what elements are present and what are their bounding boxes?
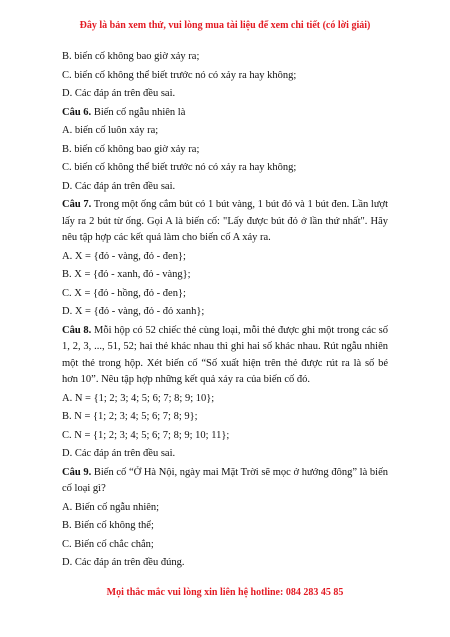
q6-option-c: C. biến cố không thể biết trước nó có xảy ra hay không; bbox=[62, 162, 297, 173]
q8-option-d: D. Các đáp án trên đều sai. bbox=[62, 448, 176, 459]
question-6-text: Biến cố ngẫu nhiên là bbox=[91, 106, 186, 118]
prev-option-c: C. biến cố không thể biết trước nó có xảy ra hay không; bbox=[62, 69, 297, 81]
q6-option-b: B. biến cố không bao giờ xảy ra; bbox=[62, 143, 200, 155]
q8-option-c: C. N = {1; 2; 3; 4; 5; 6; 7; 8; 9; 10; 11}; bbox=[62, 429, 230, 441]
q9-option-a: A. Biến cố ngẫu nhiên; bbox=[62, 501, 160, 513]
q8-option-a: A. N = {1; 2; 3; 4; 5; 6; 7; 8; 9; 10}; bbox=[62, 392, 215, 404]
question-8-line1 bbox=[62, 324, 388, 337]
prev-option-d: D. Các đáp án trên đều sai. bbox=[62, 88, 176, 99]
q6-option-d: D. Các đáp án trên đều sai. bbox=[62, 180, 176, 192]
question-7-line2: lấy ra 2 bút từ ống. Gọi A là biến cố: "Lấy được bút đỏ ở lần thứ nhất". Hãy bbox=[62, 215, 388, 227]
q7-option-b: B. X = {đỏ - xanh, đỏ - vàng}; bbox=[62, 269, 191, 280]
question-8-line3: một thẻ trong hộp. Xét biến cố “Số xuất hiện trên thẻ được rút ra là số bé bbox=[62, 357, 388, 369]
preview-header-banner: Đây là bản xem thử, vui lòng mua tài liệu để xem chi tiết (có lời giải) bbox=[79, 20, 371, 31]
question-9-line2: cố loại gì? bbox=[62, 483, 106, 494]
question-7-text: Trong một ống cắm bút có 1 bút vàng, 1 bút đỏ và 1 bút đen. Lần lượt bbox=[91, 199, 388, 210]
q8-option-b: B. N = {1; 2; 3; 4; 5; 6; 7; 8; 9}; bbox=[62, 411, 198, 422]
question-6-label: Câu 6. bbox=[62, 106, 92, 118]
q7-option-a: A. X = {đỏ - vàng, đỏ - đen}; bbox=[62, 250, 186, 262]
question-7-line1 bbox=[62, 198, 388, 211]
question-7-line3: nêu tập hợp các kết quả làm cho biến cố A xảy ra. bbox=[62, 232, 271, 243]
q9-option-d: D. Các đáp án trên đều đúng. bbox=[62, 557, 185, 568]
q9-option-c: C. Biến cố chắc chắn; bbox=[62, 538, 154, 550]
question-8-line4: hơn 10”. Nêu tập hợp những kết quả xảy ra của biến cố đó. bbox=[62, 374, 311, 385]
question-8-text: Mỗi hộp có 52 chiếc thẻ cùng loại, mỗi thẻ được ghi một trong các số bbox=[91, 324, 388, 336]
question-7-label: Câu 7. bbox=[62, 199, 92, 210]
question-8-label: Câu 8. bbox=[62, 324, 92, 336]
q7-option-c: C. X = {đỏ - hồng, đỏ - đen}; bbox=[62, 287, 186, 299]
prev-option-b: B. biến cố không bao giờ xảy ra; bbox=[62, 51, 200, 62]
hotline-footer-banner: Mọi thắc mắc vui lòng xin liên hệ hotline: 084 283 45 85 bbox=[106, 587, 344, 598]
q9-option-b: B. Biến cố không thể; bbox=[62, 520, 154, 531]
question-9-line1 bbox=[62, 466, 388, 479]
q7-option-d: D. X = {đỏ - vàng, đỏ - đỏ xanh}; bbox=[62, 306, 205, 317]
question-6 bbox=[62, 106, 388, 119]
q6-option-a: A. biến cố luôn xảy ra; bbox=[62, 125, 159, 136]
question-9-text: Biến cố “Ở Hà Nội, ngày mai Mặt Trời sẽ mọc ở hướng đông” là biến bbox=[91, 466, 388, 478]
document-content bbox=[62, 50, 388, 575]
question-8-line2: 1, 2, 3, ..., 51, 52; hai thẻ khác nhau thì ghi hai số khác nhau. Rút ngẫu nhiên bbox=[62, 341, 388, 352]
question-9-label: Câu 9. bbox=[62, 466, 92, 478]
